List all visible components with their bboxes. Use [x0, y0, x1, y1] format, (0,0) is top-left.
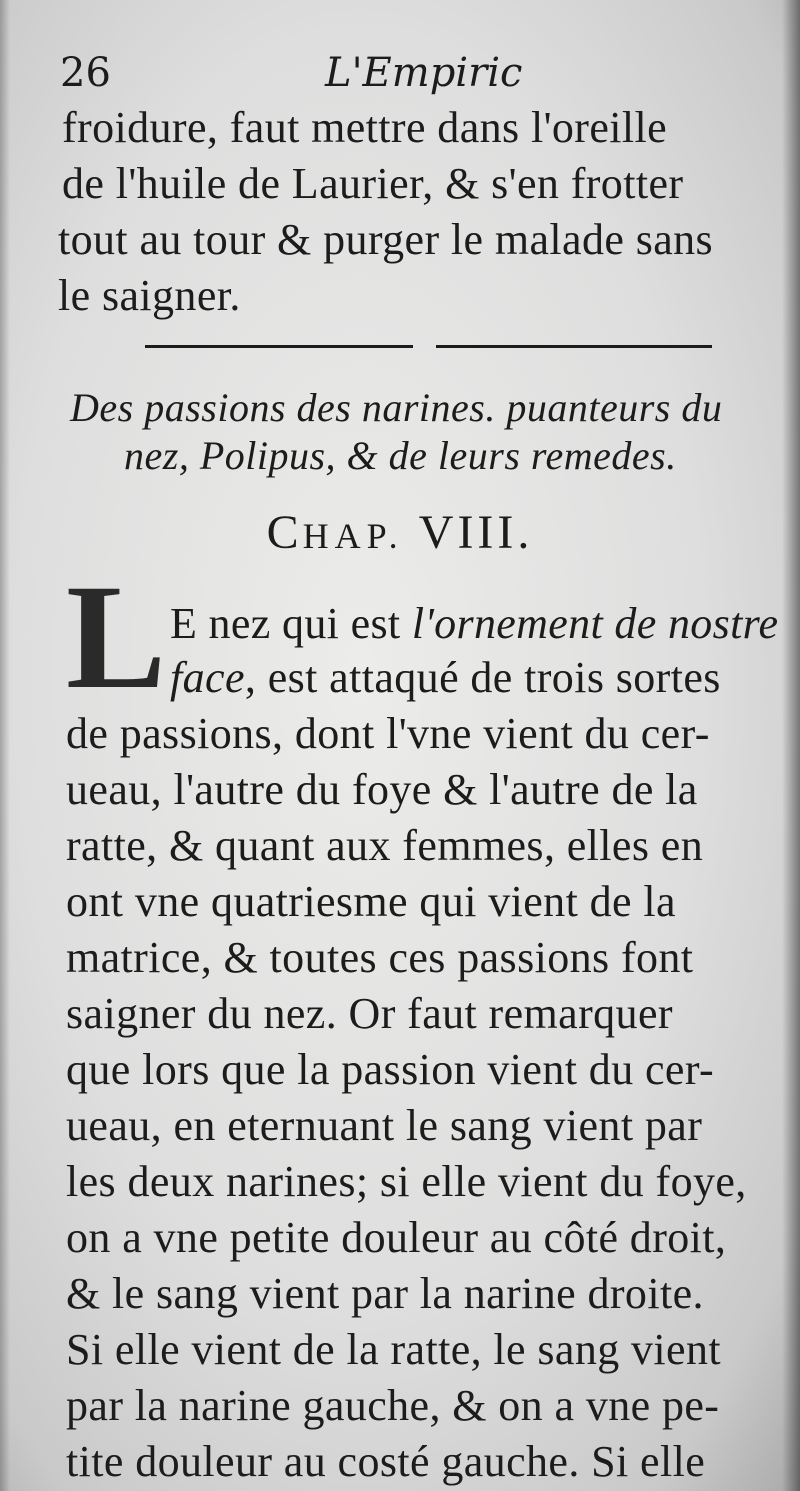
section-heading-line: nez, Polipus, & de leurs remedes.: [124, 433, 677, 478]
text-line: par la narine gauche, & on a vne pe-: [66, 1381, 720, 1430]
text-line: froidure, faut mettre dans l'oreille: [62, 103, 668, 152]
text-line: de passions, dont l'vne vient du cer-: [66, 709, 710, 758]
chapter-number: VIII.: [418, 506, 534, 559]
text-line: ratte, & quant aux femmes, elles en: [66, 821, 704, 870]
section-divider-right: [436, 345, 712, 348]
section-heading-line: Des passions des narines. puanteurs du: [70, 385, 723, 430]
text-line: saigner du nez. Or faut remarquer: [66, 989, 673, 1038]
running-title: L'Empiric: [325, 50, 523, 96]
page-edge-shadow-right: [782, 0, 800, 1491]
text-line: ont vne quatriesme qui vient de la: [66, 877, 676, 926]
text-line: [170, 652, 721, 704]
page-number: 26: [60, 50, 111, 96]
text-line: matrice, & toutes ces passions font: [66, 933, 694, 982]
text-line: les deux narines; si elle vient du foye,: [66, 1157, 747, 1206]
text-line: tite douleur au costé gauche. Si elle: [66, 1437, 706, 1486]
section-divider-left: [145, 345, 413, 348]
text-line: ueau, l'autre du foye & l'autre de la: [66, 765, 698, 814]
text-line: [170, 598, 778, 650]
text-line: on a vne petite douleur au côté droit,: [66, 1213, 727, 1262]
italic-span: face: [170, 653, 245, 702]
text-span: E nez qui est: [170, 599, 412, 648]
text-line: ueau, en eternuant le sang vient par: [66, 1101, 703, 1150]
chapter-prefix-initial: C: [266, 506, 303, 559]
page-header: [60, 48, 760, 98]
text-line: Si elle vient de la ratte, le sang vient: [66, 1325, 722, 1374]
text-line: tout au tour & purger le malade sans: [58, 215, 714, 264]
text-span: , est attaqué de trois sortes: [244, 653, 721, 702]
italic-span: l'ornement de nostre: [411, 599, 779, 648]
text-line: que lors que la passion vient du cer-: [66, 1045, 715, 1094]
text-line: & le sang vient par la narine droite.: [66, 1269, 704, 1318]
chapter-prefix-rest: HAP.: [302, 516, 404, 556]
page-edge-shadow-left: [0, 0, 10, 1491]
text-line: de l'huile de Laurier, & s'en frotter: [62, 159, 684, 208]
drop-cap: L: [66, 554, 167, 720]
text-line: le saigner.: [58, 271, 241, 320]
